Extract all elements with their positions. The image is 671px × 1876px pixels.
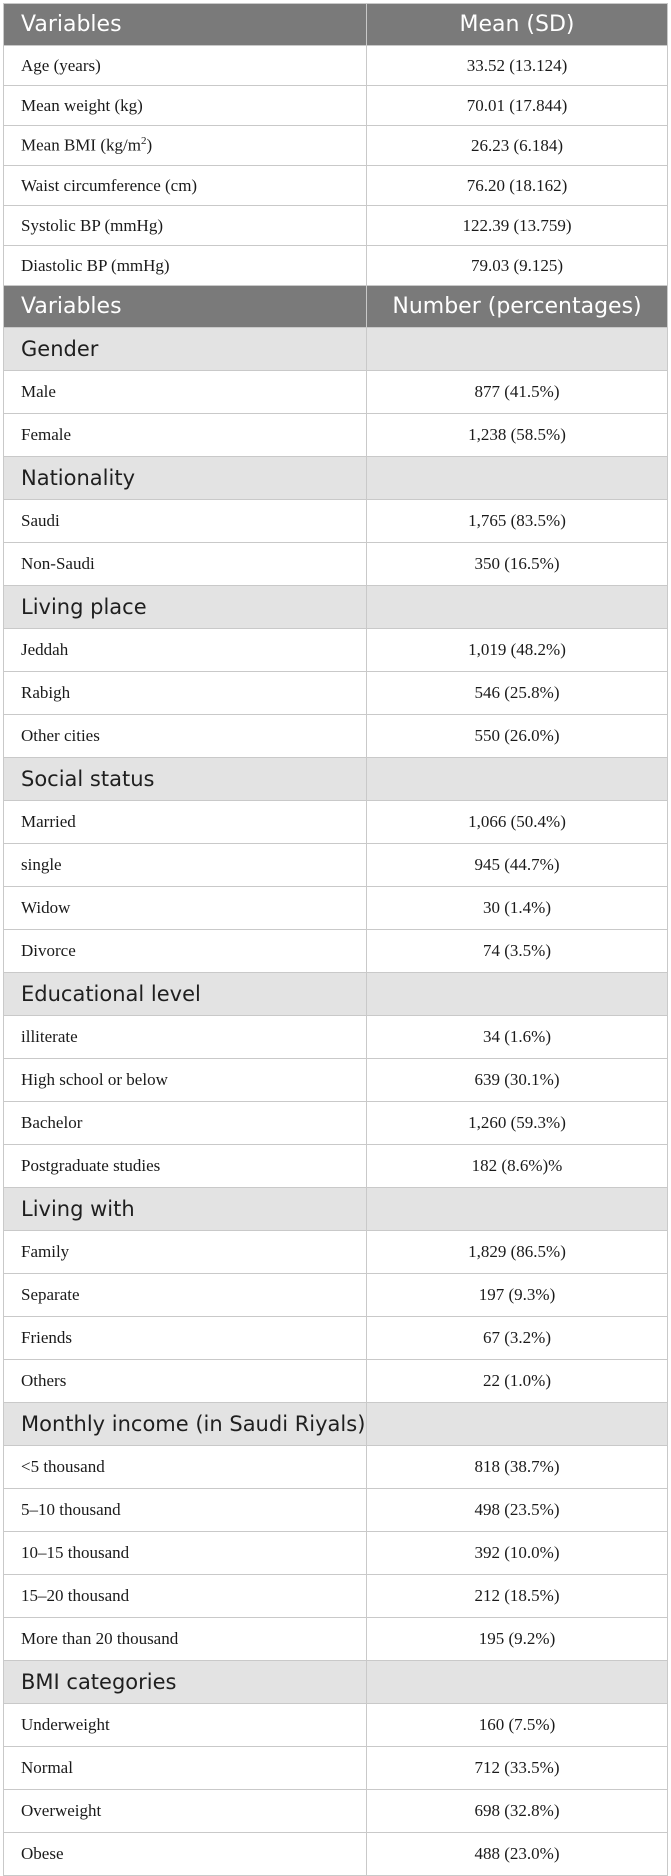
category-row xyxy=(4,1188,668,1231)
row-label: single xyxy=(4,844,367,887)
row-value: 546 (25.8%) xyxy=(367,672,668,715)
row-value: 488 (23.0%) xyxy=(367,1833,668,1876)
characteristics-table xyxy=(3,3,668,1876)
row-label: Systolic BP (mmHg) xyxy=(4,206,367,246)
row-value: 74 (3.5%) xyxy=(367,930,668,973)
row-value: 1,260 (59.3%) xyxy=(367,1102,668,1145)
table-row xyxy=(4,801,668,844)
category-row xyxy=(4,973,668,1016)
table-body xyxy=(4,4,668,1876)
table-row xyxy=(4,1274,668,1317)
row-value: 1,238 (58.5%) xyxy=(367,414,668,457)
category-empty-cell xyxy=(367,328,668,371)
row-label: <5 thousand xyxy=(4,1446,367,1489)
category-label: Living place xyxy=(4,586,367,629)
row-value: 122.39 (13.759) xyxy=(367,206,668,246)
row-label: Overweight xyxy=(4,1790,367,1833)
table-row xyxy=(4,887,668,930)
row-label: Friends xyxy=(4,1317,367,1360)
category-label: Nationality xyxy=(4,457,367,500)
row-label: Male xyxy=(4,371,367,414)
category-label: Educational level xyxy=(4,973,367,1016)
row-value: 67 (3.2%) xyxy=(367,1317,668,1360)
row-label: Family xyxy=(4,1231,367,1274)
table-row xyxy=(4,1360,668,1403)
row-value: 877 (41.5%) xyxy=(367,371,668,414)
count-header-row xyxy=(4,286,668,328)
row-label: Other cities xyxy=(4,715,367,758)
row-value: 1,765 (83.5%) xyxy=(367,500,668,543)
row-value: 182 (8.6%)% xyxy=(367,1145,668,1188)
row-label: Rabigh xyxy=(4,672,367,715)
table-row xyxy=(4,1532,668,1575)
header-variables: Variables xyxy=(4,4,367,46)
header-mean-sd: Mean (SD) xyxy=(367,4,668,46)
row-value: 70.01 (17.844) xyxy=(367,86,668,126)
category-row xyxy=(4,586,668,629)
table-row xyxy=(4,1317,668,1360)
row-value: 639 (30.1%) xyxy=(367,1059,668,1102)
row-value: 392 (10.0%) xyxy=(367,1532,668,1575)
row-value: 79.03 (9.125) xyxy=(367,246,668,286)
table-row xyxy=(4,629,668,672)
row-label: Others xyxy=(4,1360,367,1403)
table-row xyxy=(4,206,668,246)
table-row xyxy=(4,715,668,758)
category-label: Gender xyxy=(4,328,367,371)
row-label: Underweight xyxy=(4,1704,367,1747)
table-row xyxy=(4,1059,668,1102)
table-row xyxy=(4,543,668,586)
category-empty-cell xyxy=(367,758,668,801)
table-row xyxy=(4,1747,668,1790)
row-label: Age (years) xyxy=(4,46,367,86)
category-row xyxy=(4,457,668,500)
row-value: 34 (1.6%) xyxy=(367,1016,668,1059)
table-row xyxy=(4,1489,668,1532)
row-label: Mean BMI $(kg/m^2)$ xyxy=(4,126,367,166)
row-label: Non-Saudi xyxy=(4,543,367,586)
row-label: High school or below xyxy=(4,1059,367,1102)
row-value: 712 (33.5%) xyxy=(367,1747,668,1790)
category-row xyxy=(4,758,668,801)
row-value: 698 (32.8%) xyxy=(367,1790,668,1833)
row-label: 10–15 thousand xyxy=(4,1532,367,1575)
category-row xyxy=(4,328,668,371)
row-label: Diastolic BP (mmHg) xyxy=(4,246,367,286)
table-row xyxy=(4,1704,668,1747)
table-row xyxy=(4,1446,668,1489)
table-row xyxy=(4,1618,668,1661)
row-label: Jeddah xyxy=(4,629,367,672)
table-row xyxy=(4,500,668,543)
row-value: 1,066 (50.4%) xyxy=(367,801,668,844)
table-row xyxy=(4,86,668,126)
row-value: 195 (9.2%) xyxy=(367,1618,668,1661)
row-value: 498 (23.5%) xyxy=(367,1489,668,1532)
category-row xyxy=(4,1661,668,1704)
category-empty-cell xyxy=(367,973,668,1016)
table-row xyxy=(4,1790,668,1833)
row-label: Bachelor xyxy=(4,1102,367,1145)
table-row xyxy=(4,1102,668,1145)
table-row xyxy=(4,126,668,166)
row-label: Divorce xyxy=(4,930,367,973)
row-label: 15–20 thousand xyxy=(4,1575,367,1618)
row-label: Female xyxy=(4,414,367,457)
table-row xyxy=(4,1231,668,1274)
row-value: 30 (1.4%) xyxy=(367,887,668,930)
category-label: Social status xyxy=(4,758,367,801)
row-value: 160 (7.5%) xyxy=(367,1704,668,1747)
row-label: Widow xyxy=(4,887,367,930)
category-empty-cell xyxy=(367,1188,668,1231)
row-value: 212 (18.5%) xyxy=(367,1575,668,1618)
row-value: 22 (1.0%) xyxy=(367,1360,668,1403)
category-row xyxy=(4,1403,668,1446)
header-number-percentages: Number (percentages) xyxy=(367,286,668,328)
row-label: Separate xyxy=(4,1274,367,1317)
row-value: 26.23 (6.184) xyxy=(367,126,668,166)
table-row xyxy=(4,166,668,206)
table-row xyxy=(4,46,668,86)
row-value: 76.20 (18.162) xyxy=(367,166,668,206)
row-label: Saudi xyxy=(4,500,367,543)
header-variables: Variables xyxy=(4,286,367,328)
table-row xyxy=(4,844,668,887)
table-row xyxy=(4,1145,668,1188)
table-row xyxy=(4,930,668,973)
row-value: 197 (9.3%) xyxy=(367,1274,668,1317)
table-row xyxy=(4,371,668,414)
table-row xyxy=(4,1575,668,1618)
row-label: Married xyxy=(4,801,367,844)
row-value: 818 (38.7%) xyxy=(367,1446,668,1489)
category-label: BMI categories xyxy=(4,1661,367,1704)
table-row xyxy=(4,414,668,457)
table-row xyxy=(4,246,668,286)
row-value: 350 (16.5%) xyxy=(367,543,668,586)
category-label: Monthly income (in Saudi Riyals) xyxy=(4,1403,367,1446)
category-empty-cell xyxy=(367,586,668,629)
table-row xyxy=(4,672,668,715)
category-label: Living with xyxy=(4,1188,367,1231)
row-label: More than 20 thousand xyxy=(4,1618,367,1661)
row-label: Mean weight (kg) xyxy=(4,86,367,126)
row-value: 945 (44.7%) xyxy=(367,844,668,887)
table-row xyxy=(4,1016,668,1059)
row-label: 5–10 thousand xyxy=(4,1489,367,1532)
row-value: 1,829 (86.5%) xyxy=(367,1231,668,1274)
row-value: 550 (26.0%) xyxy=(367,715,668,758)
row-label: Obese xyxy=(4,1833,367,1876)
row-label: Postgraduate studies xyxy=(4,1145,367,1188)
row-value: 33.52 (13.124) xyxy=(367,46,668,86)
category-empty-cell xyxy=(367,1661,668,1704)
table-row xyxy=(4,1833,668,1876)
row-label: illiterate xyxy=(4,1016,367,1059)
row-value: 1,019 (48.2%) xyxy=(367,629,668,672)
category-empty-cell xyxy=(367,457,668,500)
row-label: Waist circumference (cm) xyxy=(4,166,367,206)
category-empty-cell xyxy=(367,1403,668,1446)
mean-header-row xyxy=(4,4,668,46)
row-label: Normal xyxy=(4,1747,367,1790)
